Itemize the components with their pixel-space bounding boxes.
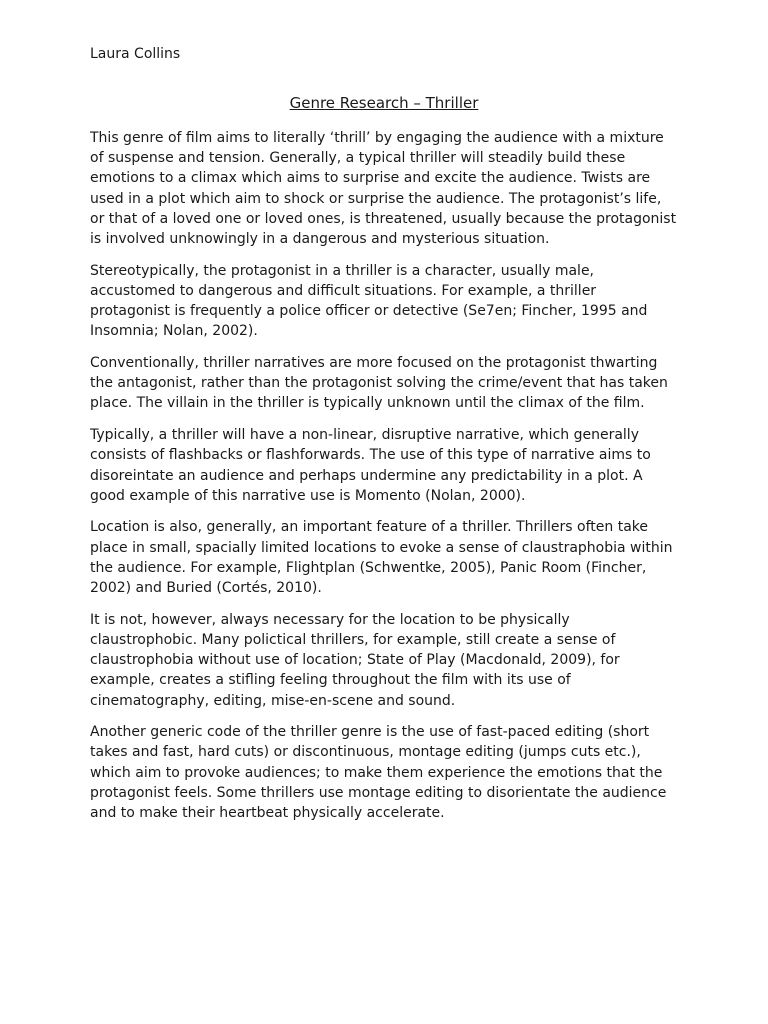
paragraph-narrative-focus: Conventionally, thriller narratives are more focused on the protagonist thwarting the antagonist, rather than the protagonist solving the crime/event that has taken place. The villain in the thriller is typically unknown until the climax of the film. [90,355,668,412]
paragraph-location: Location is also, generally, an important feature of a thriller. Thrillers often take place in small, spacially limited locations to evoke a sense of claustraphobia within the audience. For example, Flightplan (Schwentke, 2005), Panic Room (Fincher, 2002) and Buried (Cortés, 2010). [90,519,673,597]
document-body [90,128,680,835]
paragraph-intro: This genre of film aims to literally ‘thrill’ by engaging the audience with a mixture of suspense and tension. Generally, a typical thriller will steadily build these emotions to a climax which aims to surprise and excite the audience. Twists are used in a plot which aim to shock or surprise the audience. The protagonist’s life, or that of a loved one or loved ones, is threatened, usually because the protagonist is involved unknowingly in a dangerous and mysterious situation. [90,130,677,248]
author-name: Laura Collins [90,46,181,62]
paragraph-non-linear: Typically, a thriller will have a non-linear, disruptive narrative, which generally consists of flashbacks or flashforwards. The use of this type of narrative aims to disoreintate an audience and perhaps undermine any predictability in a plot. A good example of this narrative use is Momento (Nolan, 2000). [90,427,651,504]
paragraph-claustrophobia: It is not, however, always necessary for the location to be physically claustrophobic. Many polictical thrillers, for example, still create a sense of claustrophobia without use of location; State of Play (Macdonald, 2009), for example, creates a stifling feeling throughout the film with its use of cinematography, editing, mise-en-scene and sound. [90,611,620,709]
paragraph-protagonist: Stereotypically, the protagonist in a thriller is a character, usually male, accustomed to dangerous and difficult situations. For example, a thriller protagonist is frequently a police officer or detective (Se7en; Fincher, 1995 and Insomnia; Nolan, 2002). [90,262,648,340]
document-title: Genre Research – Thriller [289,94,479,112]
paragraph-editing: Another generic code of the thriller genre is the use of fast-paced editing (short takes and fast, hard cuts) or discontinuous, montage editing (jumps cuts etc.), which aim to provoke audiences; to make them experience the emotions that the protagonist feels. Some thrillers use montage editing to disorientate the audience and to make their heartbeat physically accelerate. [90,724,667,822]
